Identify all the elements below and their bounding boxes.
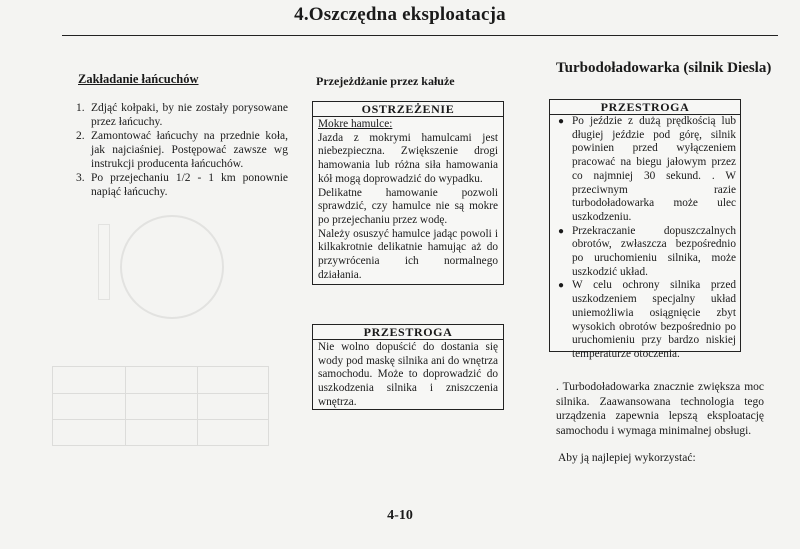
step-text: Po przejechaniu 1/2 - 1 km ponownie napiąć łańcuchy.: [91, 172, 288, 198]
warning-paragraph: Jazda z mokrymi hamulcami jest niebezpieczna. Zwiększenie drogi hamowania lub różna siła hamowania kół mogą doprowadzić do wypadku.: [318, 131, 498, 185]
chains-steps-list: [76, 101, 288, 199]
show-through-table: [52, 366, 269, 446]
caution-box-header: PRZESTROGA: [313, 325, 503, 340]
show-through-circle: [120, 215, 224, 319]
warning-box-header: OSTRZEŻENIE: [313, 102, 503, 117]
title-rule: [62, 35, 778, 36]
page-number: 4-10: [387, 508, 413, 523]
warning-paragraph: Delikatne hamowanie pozwoli sprawdzić, czy hamulce nie są mokre po przejechaniu przez wodę.: [318, 186, 498, 226]
warning-box: [312, 101, 504, 285]
list-item: [556, 225, 736, 280]
list-item: [76, 129, 288, 171]
chains-heading: Zakładanie łańcuchów: [78, 72, 199, 86]
list-item: [76, 171, 288, 199]
step-text: Zamontować łańcuchy na przednie koła, jak najciaśniej. Postępować zawsze wg instrukcji producenta łańcuchów.: [91, 130, 288, 170]
page-title: 4.Oszczędna eksploatacja: [294, 4, 506, 25]
caution-box-turbo: [549, 99, 741, 360]
bullet-text: W celu ochrony silnika przed uszkodzeniem specjalny układ uniemożliwia osiągnięcie zbyt wysokich obrotów bezpośrednio po uruchomieniu przy bardzo niskiej temperaturze otoczenia.: [572, 279, 736, 360]
list-item: [76, 101, 288, 129]
list-item: [556, 115, 736, 225]
turbo-paragraph: . Turbodoładowarka znacznie zwiększa moc silnika. Zaawansowana technologia tego urządzenia zapewnia lepszą eksploatację samochodu i wymaga minimalnej obsługi.: [556, 381, 764, 437]
caution-box-header: PRZESTROGA: [550, 100, 740, 115]
warning-box-body: [313, 117, 503, 284]
step-number: 2.: [76, 130, 85, 142]
caution-box-body: [313, 340, 503, 412]
bullet-text: Przekraczanie dopuszczalnych obrotów, zwłaszcza bezpośrednio po uruchomieniu silnika, może uszkodzić układ.: [572, 224, 736, 278]
bullet-text: Po jeździe z dużą prędkością lub długiej jeździe pod górę, silnik powinien przed wyłączeniem pracować na biegu jałowym przez co najmniej 30 sekund. . W przeciwnym razie turbodoładowarka może ulec uszkodzeniu.: [572, 115, 736, 223]
step-text: Zdjąć kołpaki, by nie zostały porysowane przez łańcuchy.: [91, 102, 288, 128]
bullet-icon: ●: [558, 225, 565, 237]
step-number: 3.: [76, 172, 85, 184]
show-through-bar: [98, 224, 110, 300]
bullet-icon: ●: [558, 280, 565, 292]
warning-subheading: Mokre hamulce:: [318, 118, 393, 130]
turbo-heading: Turbodoładowarka (silnik Diesla): [556, 60, 772, 76]
puddles-heading: Przejeżdżanie przez kałuże: [316, 74, 455, 88]
list-item: [556, 279, 736, 361]
caution-text: Nie wolno dopuścić do dostania się wody pod maskę silnika ani do wnętrza samochodu. Może to doprowadzić do uszkodzenia silnika i zniszczenia wnętrza.: [318, 341, 498, 408]
best-use-line: Aby ją najlepiej wykorzystać:: [558, 452, 696, 464]
caution-box-water: [312, 324, 504, 410]
step-number: 1.: [76, 102, 85, 114]
warning-paragraph: Należy osuszyć hamulce jadąc powoli i kilkakrotnie delikatnie hamując aż do przywrócenia ich normalnego działania.: [318, 227, 498, 281]
bullet-icon: ●: [558, 116, 565, 127]
caution-bullet-list: [550, 115, 740, 362]
